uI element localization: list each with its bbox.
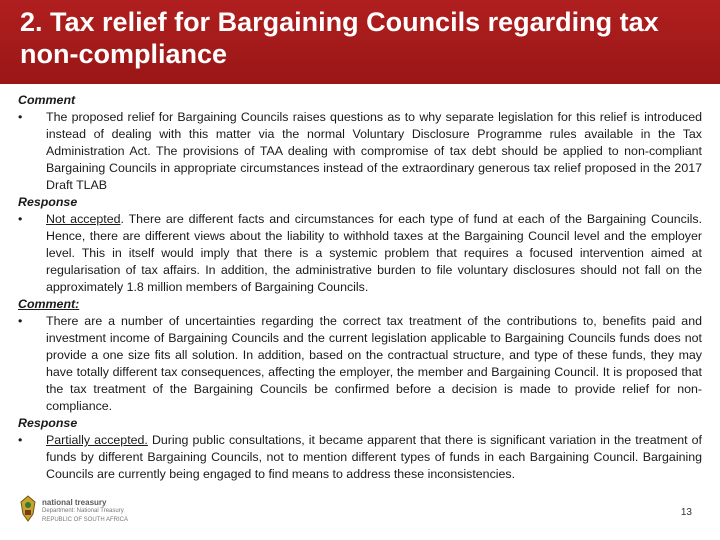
page-number: 13 [680,507,692,518]
logo-line-3: REPUBLIC OF SOUTH AFRICA [42,517,129,523]
bullet-text: During public consultations, it became apparent that there is significant variation in the treatment of funds by different Bargaining Councils, not to mention different types of funds in each Bargaining Council. Bargaining Councils are currently being engaged to find means to address these inconsistencies. [46,433,702,481]
title-bar [0,0,720,84]
section-heading-response-2: Response [18,416,78,430]
bullet-icon: • [18,314,23,328]
bullet-text: The proposed relief for Bargaining Councils raises questions as to why separate legislation for this relief is introduced instead of dealing with this matter via the normal Voluntary Disclosure Programme rules available in the Tax Administration Act. The provisions of TAA dealing with compromise of tax debt should be applied to non-compliant Bargaining Councils in appropriate circumstances instead of the extraordinary generous tax relief proposed in the 2017 Draft TLAB [46,110,702,192]
slide-title: 2. Tax relief for Bargaining Councils regarding tax non-compliance [20,7,659,69]
coat-of-arms-icon [18,494,38,524]
slide-content [18,92,702,483]
logo-line-1: national treasury [42,498,107,507]
bullet-icon: • [18,212,23,226]
list-item [18,313,702,415]
section-heading-response-1: Response [18,195,78,209]
logo-text [42,498,128,525]
bullet-icon: • [18,433,23,447]
list-item [18,432,702,483]
bullet-text: . There are different facts and circumstances for each type of fund at each of the Bargaining Councils. Hence, there are different views about the liability to withhold taxes at the Bargaining Council level and the employer level. This in itself would imply that there is a systemic problem that requires a focused intervention aimed at regularisation of tax affairs. In addition, the administrative burden to file voluntary disclosures should not fall on the approximately 1.8 million members of Bargaining Councils. [46,212,703,294]
bullet-icon: • [18,110,23,124]
list-item [18,109,702,194]
section-heading-comment-1: Comment [18,93,76,107]
logo-line-2: Department: National Treasury [42,508,124,514]
list-item [18,211,702,296]
response-status: Not accepted [46,212,121,226]
bullet-text: There are a number of uncertainties regarding the correct tax treatment of the contributions to, benefits paid and investment income of Bargaining Councils and the current legislation applicable to Bargaining Councils funds does not provide a one size fits all solution. In addition, based on the contractual structure, and type of these funds, they may have totally different tax consequences, affecting the employer, the member and Bargaining Council. It is proposed that the tax treatment of the Bargaining Councils be confirmed before a decision is made to provide relief for non-compliance. [46,314,702,413]
national-treasury-logo [18,490,198,530]
response-status: Partially accepted. [46,433,148,447]
section-heading-comment-2: Comment: [18,297,80,311]
